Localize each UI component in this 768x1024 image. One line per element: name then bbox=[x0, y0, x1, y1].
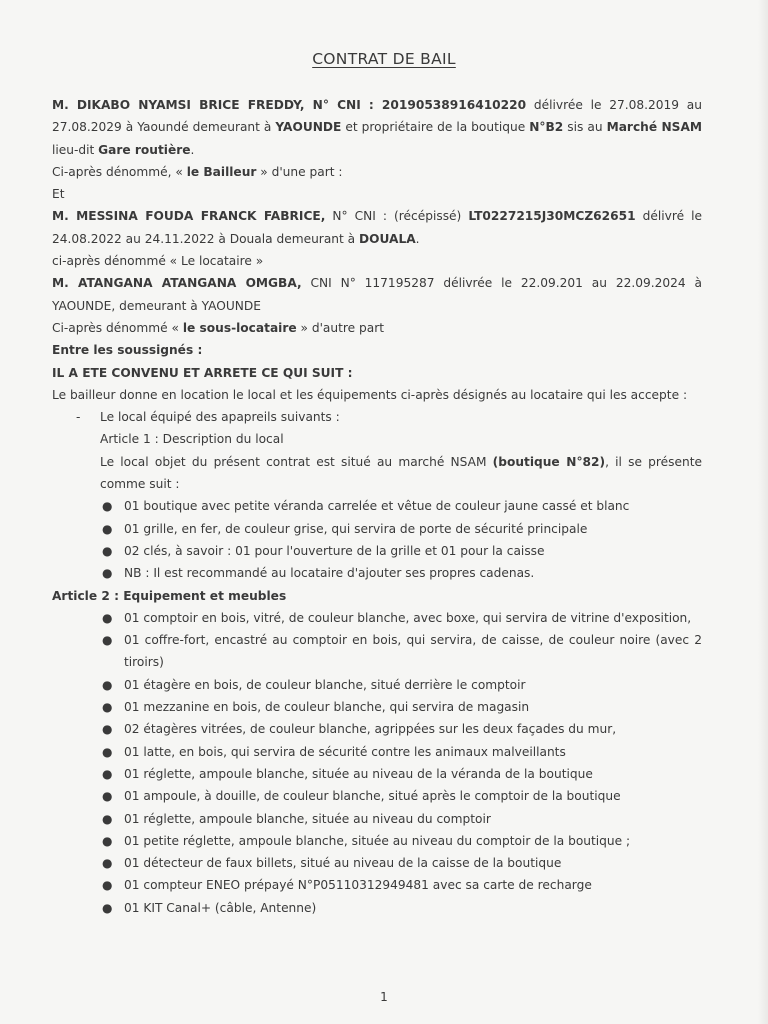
bullet-icon: ● bbox=[102, 722, 113, 737]
article1-title: Article 1 : Description du local bbox=[100, 432, 284, 447]
list-item: ● 01 grille, en fer, de couleur grise, qui servira de porte de sécurité principale bbox=[52, 518, 702, 540]
bullet-icon: ● bbox=[102, 878, 113, 893]
bullet-icon: ● bbox=[102, 833, 113, 848]
sous-locataire-designation: Ci-après dénommé « le sous-locataire » d'autre part bbox=[52, 320, 385, 335]
bullet-icon: ● bbox=[102, 700, 113, 715]
list-item: ● 01 coffre-fort, encastré au comptoir en bois, qui servira, de caisse, de couleur noire (avec 2 tiroirs) bbox=[52, 629, 702, 674]
article2-title: Article 2 : Equipement et meubles bbox=[52, 588, 287, 603]
list-item: ● 02 étagères vitrées, de couleur blanche, agrippées sur les deux façades du mur, bbox=[52, 718, 702, 740]
document-title: CONTRAT DE BAIL bbox=[312, 50, 456, 68]
bullet-icon: ● bbox=[102, 900, 113, 915]
bullet-icon: ● bbox=[102, 811, 113, 826]
list-item: ● 01 compteur ENEO prépayé N°P05110312949481 avec sa carte de recharge bbox=[52, 874, 702, 896]
dash-list-item: - Le local équipé des apapreils suivants : bbox=[52, 406, 702, 428]
bullet-icon: ● bbox=[102, 521, 113, 536]
bullet-icon: ● bbox=[102, 789, 113, 804]
intro-paragraph: Le bailleur donne en location le local et les équipements ci-après désignés au locataire qui les accepte : bbox=[52, 387, 688, 402]
article1-description: Le local objet du présent contrat est situé au marché NSAM (boutique N°82), il se présente comme suit : bbox=[100, 454, 702, 492]
bullet-icon: ● bbox=[102, 633, 113, 648]
bullet-icon: ● bbox=[102, 766, 113, 781]
soussignes-line: Entre les soussignés : bbox=[52, 343, 203, 358]
et-line: Et bbox=[52, 187, 65, 202]
bullet-icon: ● bbox=[102, 543, 113, 558]
list-item: ● 01 réglette, ampoule blanche, située au niveau de la véranda de la boutique bbox=[52, 763, 702, 785]
list-item: ● 01 détecteur de faux billets, situé au niveau de la caisse de la boutique bbox=[52, 852, 702, 874]
document-body bbox=[52, 94, 702, 919]
bullet-icon: ● bbox=[102, 856, 113, 871]
dash-icon: - bbox=[76, 410, 81, 425]
article2-items bbox=[52, 607, 702, 919]
list-item: ● 01 mezzanine en bois, de couleur blanche, qui servira de magasin bbox=[52, 696, 702, 718]
list-item: ● 01 étagère en bois, de couleur blanche, situé derrière le comptoir bbox=[52, 674, 702, 696]
bullet-icon: ● bbox=[102, 499, 113, 514]
list-item: ● 02 clés, à savoir : 01 pour l'ouverture de la grille et 01 pour la caisse bbox=[52, 540, 702, 562]
list-item: ● 01 boutique avec petite véranda carrelée et vêtue de couleur jaune cassé et blanc bbox=[52, 495, 702, 517]
list-item: ● 01 petite réglette, ampoule blanche, située au niveau du comptoir de la boutique ; bbox=[52, 830, 702, 852]
list-item: ● 01 latte, en bois, qui servira de sécurité contre les animaux malveillants bbox=[52, 741, 702, 763]
bullet-icon: ● bbox=[102, 744, 113, 759]
bullet-icon: ● bbox=[102, 566, 113, 581]
page-number: 1 bbox=[380, 990, 388, 1004]
list-item: ● 01 réglette, ampoule blanche, située au niveau du comptoir bbox=[52, 808, 702, 830]
bullet-icon: ● bbox=[102, 677, 113, 692]
page-edge-shadow bbox=[758, 0, 768, 1024]
convenu-heading: IL A ETE CONVENU ET ARRETE CE QUI SUIT : bbox=[52, 365, 353, 380]
sous-locataire-paragraph: M. ATANGANA ATANGANA OMGBA, CNI N° 117195287 délivrée le 22.09.201 au 22.09.2024 à YAOUNDE, demeurant à YAOUNDE bbox=[52, 276, 702, 313]
locataire-designation: ci-après dénommé « Le locataire » bbox=[52, 254, 264, 269]
list-item: ● 01 KIT Canal+ (câble, Antenne) bbox=[52, 897, 702, 919]
list-item: ● 01 comptoir en bois, vitré, de couleur blanche, avec boxe, qui servira de vitrine d'exposition, bbox=[52, 607, 702, 629]
bullet-icon: ● bbox=[102, 610, 113, 625]
bailleur-paragraph: M. DIKABO NYAMSI BRICE FREDDY, N° CNI : 20190538916410220 délivrée le 27.08.2019 au 27.08.2029 à Yaoundé demeurant à YAOUNDE et propriétaire de la boutique N°B2 sis au Marché NSAM lieu-dit Gare routière. bbox=[52, 98, 703, 157]
locataire-paragraph: M. MESSINA FOUDA FRANCK FABRICE, N° CNI : (récépissé) LT0227215J30MCZ62651 délivré le 24.08.2022 au 24.11.2022 à Douala demeurant à DOUALA. bbox=[52, 209, 702, 246]
bailleur-designation: Ci-après dénommé, « le Bailleur » d'une part : bbox=[52, 164, 343, 179]
list-item: ● NB : Il est recommandé au locataire d'ajouter ses propres cadenas. bbox=[52, 562, 702, 584]
article1-items bbox=[52, 495, 702, 584]
list-item: ● 01 ampoule, à douille, de couleur blanche, situé après le comptoir de la boutique bbox=[52, 785, 702, 807]
